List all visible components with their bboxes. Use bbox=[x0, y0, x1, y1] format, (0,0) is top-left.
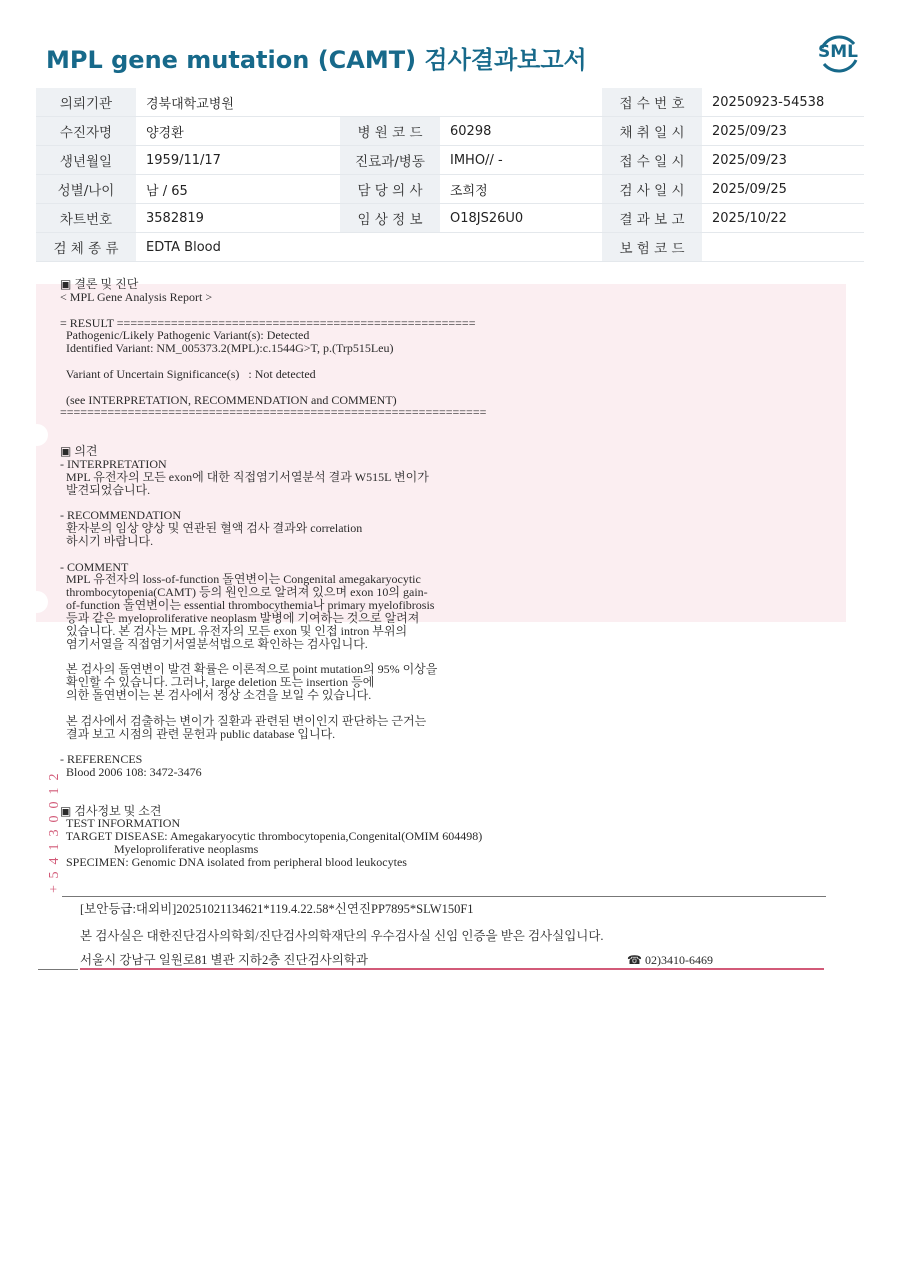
info-row bbox=[36, 204, 864, 233]
info-value: 남 / 65 bbox=[136, 175, 340, 204]
info-value: 60298 bbox=[440, 117, 602, 146]
info-value: 양경환 bbox=[136, 117, 340, 146]
lab-phone: ☎ 02)3410-6469 bbox=[627, 953, 713, 967]
report-title: MPL gene mutation (CAMT) 검사결과보고서 bbox=[46, 46, 587, 74]
info-label bbox=[340, 88, 440, 117]
logo-text: SML bbox=[818, 42, 858, 62]
info-value: 조희정 bbox=[440, 175, 602, 204]
info-value: 경북대학교병원 bbox=[136, 88, 340, 117]
footer-rule bbox=[38, 969, 78, 970]
info-row bbox=[36, 175, 864, 204]
info-value: IMHO// - bbox=[440, 146, 602, 175]
info-label: 검 사 일 시 bbox=[602, 175, 702, 204]
punch-hole bbox=[26, 591, 48, 613]
info-label: 병 원 코 드 bbox=[340, 117, 440, 146]
info-value: 1959/11/17 bbox=[136, 146, 340, 175]
address-underline bbox=[80, 968, 824, 970]
info-value: 20250923-54538 bbox=[702, 88, 864, 117]
info-value: 2025/10/22 bbox=[702, 204, 864, 233]
info-label: 의뢰기관 bbox=[36, 88, 136, 117]
info-value: EDTA Blood bbox=[136, 233, 340, 262]
info-label: 채 취 일 시 bbox=[602, 117, 702, 146]
sml-logo bbox=[814, 30, 862, 76]
info-label: 수진자명 bbox=[36, 117, 136, 146]
footer-divider bbox=[62, 896, 826, 897]
info-label: 생년월일 bbox=[36, 146, 136, 175]
info-row bbox=[36, 88, 864, 117]
report-body: ▣ 결론 및 진단 < MPL Gene Analysis Report > = RESULT ===================================================== Pathogenic/Likely Pathogenic Variant(s): Detected Identified Variant: NM_005373.2(MPL):c.1544G>T, p.(Trp515Leu) Variant of Uncertain Significance(s) : Not detected (see INTERPRETATION, RECOMMENDATION and COMMENT) =============================================================== ▣ 의견 - INTERPRETATION MPL 유전자의 모든 exon에 대한 직접염기서열분석 결과 W515L 변이가 발견되었습니다. - RECOMMENDATION 환자분의 임상 양상 및 연관된 혈액 검사 결과와 correlation 하시기 바랍니다. - COMMENT MPL 유전자의 loss-of-function 돌연변이는 Congenital amegakaryocytic thrombocytopenia(CAMT) 등의 원인으로 알려져 있으며 exon 10의 gain- of-function 돌연변이는 essential thrombocythemia나 primary myelofibrosis 등과 같은 myeloproliferative neoplasm 발병에 기여하는 것으로 알려져 있습니다. 본 검사는 MPL 유전자의 모든 exon 및 인접 intron 부위의 염기서열을 직접염기서열분석법으로 확인하는 검사입니다. 본 검사의 돌연변이 발견 확률은 이론적으로 point mutation의 95% 이상을 확인할 수 있습니다. 그러나, large deletion 또는 insertion 등에 의한 돌연변이는 본 검사에서 정상 소견을 보일 수 있습니다. 본 검사에서 검출하는 변이가 질환과 관련된 변이인지 판단하는 근거는 결과 보고 시점의 관련 문헌과 public database 입니다. - REFERENCES Blood 2006 108: 3472-3476 ▣ 검사정보 및 소견 TEST INFORMATION TARGET DISEASE: Amegakaryocytic thrombocytopenia,Congenital(OMIM 604498) Myeloproliferative neoplasms SPECIMEN: Genomic DNA isolated from peripheral blood leukocytes bbox=[60, 277, 487, 869]
info-label: 접 수 번 호 bbox=[602, 88, 702, 117]
info-value: O18JS26U0 bbox=[440, 204, 602, 233]
info-value: 2025/09/23 bbox=[702, 146, 864, 175]
certification-note: 본 검사실은 대한진단검사의학회/진단검사의학재단의 우수검사실 신임 인증을 받은 검사실입니다. bbox=[80, 929, 604, 943]
info-label: 결 과 보 고 bbox=[602, 204, 702, 233]
info-value bbox=[440, 233, 602, 262]
info-label: 보 험 코 드 bbox=[602, 233, 702, 262]
patient-info-table bbox=[36, 88, 864, 262]
info-row bbox=[36, 233, 864, 262]
info-label bbox=[340, 233, 440, 262]
info-value: 3582819 bbox=[136, 204, 340, 233]
info-value bbox=[702, 233, 864, 262]
security-line: [보안등급:대외비]20251021134621*119.4.22.58*신연진PP7895*SLW150F1 bbox=[80, 902, 474, 916]
info-label: 접 수 일 시 bbox=[602, 146, 702, 175]
info-label: 성별/나이 bbox=[36, 175, 136, 204]
info-row bbox=[36, 146, 864, 175]
info-label: 검 체 종 류 bbox=[36, 233, 136, 262]
side-serial-number: 2 1 0 0 3 1 4 5 + bbox=[47, 773, 62, 893]
info-label: 진료과/병동 bbox=[340, 146, 440, 175]
info-label: 차트번호 bbox=[36, 204, 136, 233]
punch-hole bbox=[26, 424, 48, 446]
info-label: 담 당 의 사 bbox=[340, 175, 440, 204]
info-value: 2025/09/23 bbox=[702, 117, 864, 146]
info-label: 임 상 정 보 bbox=[340, 204, 440, 233]
info-value: 2025/09/25 bbox=[702, 175, 864, 204]
lab-address: 서울시 강남구 일원로81 별관 지하2층 진단검사의학과 bbox=[80, 953, 368, 967]
info-value bbox=[440, 88, 602, 117]
info-row bbox=[36, 117, 864, 146]
